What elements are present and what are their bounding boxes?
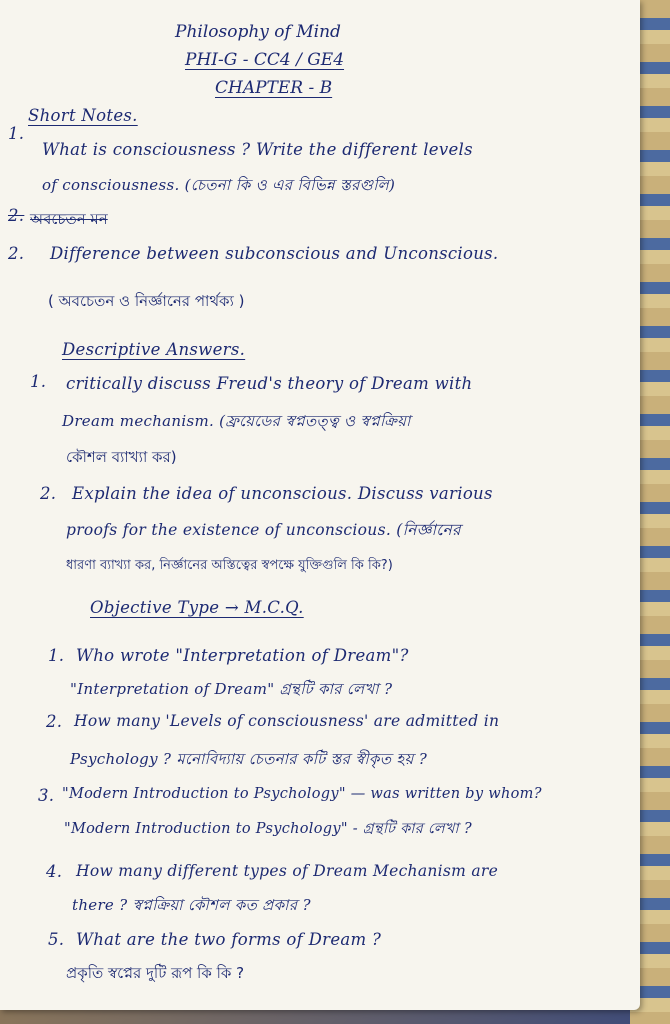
mcq-q5-line2: প্রকৃতি স্বপ্নের দুটি রূপ কি কি ? bbox=[66, 964, 245, 982]
mcq-q2-number: 2. bbox=[46, 712, 63, 731]
mcq-q4-line1: How many different types of Dream Mechanism are bbox=[76, 862, 499, 880]
short-notes-heading: Short Notes. bbox=[28, 106, 138, 125]
sn-q1-line2: of consciousness. (চেতনা কি ও এর বিভিন্ন স্তরগুলি) bbox=[42, 176, 396, 194]
mcq-q4-number: 4. bbox=[46, 862, 63, 881]
struck-item: অবচেতন মন bbox=[30, 210, 108, 228]
sn-q2-line1: Difference between subconscious and Unconscious. bbox=[50, 244, 499, 263]
mcq-q1-line1: Who wrote "Interpretation of Dream"? bbox=[76, 646, 409, 665]
da-q1-number: 1. bbox=[30, 372, 47, 391]
mcq-q3-line1: "Modern Introduction to Psychology" — was written by whom? bbox=[62, 786, 542, 802]
sn-q2-line2: ( অবচেতন ও নির্জ্ঞানের পার্থক্য ) bbox=[48, 292, 245, 310]
descriptive-heading: Descriptive Answers. bbox=[62, 340, 246, 359]
mcq-q5-number: 5. bbox=[48, 930, 65, 949]
chapter-title: CHAPTER - B bbox=[215, 78, 333, 98]
mcq-q5-line1: What are the two forms of Dream ? bbox=[76, 930, 382, 949]
da-q2-line2: proofs for the existence of unconscious. (নির্জ্ঞানের bbox=[66, 521, 461, 539]
mcq-q1-line2: "Interpretation of Dream" গ্রন্থটি কার লেখা ? bbox=[70, 680, 393, 698]
mcq-q3-line2: "Modern Introduction to Psychology" - গ্রন্থটি কার লেখা ? bbox=[64, 821, 472, 837]
struck-number: 2. bbox=[8, 206, 25, 225]
da-q2-line1: Explain the idea of unconscious. Discuss various bbox=[72, 484, 493, 503]
sn-q1-number: 1. bbox=[8, 124, 25, 143]
course-code: PHI-G - CC4 / GE4 bbox=[185, 50, 345, 70]
sn-q2-number: 2. bbox=[8, 244, 25, 263]
mcq-q4-line2: there ? স্বপ্নক্রিয়া কৌশল কত প্রকার ? bbox=[72, 896, 311, 914]
da-q2-line3: ধারণা ব্যাখ্যা কর, নির্জ্ঞানের অস্তিত্বের স্বপক্ষে যুক্তিগুলি কি কি?) bbox=[66, 558, 393, 573]
mcq-q3-number: 3. bbox=[38, 786, 55, 805]
da-q2-number: 2. bbox=[40, 484, 57, 503]
sn-q1-line1: What is consciousness ? Write the different levels bbox=[42, 140, 473, 159]
mcq-q2-line1: How many 'Levels of consciousness' are admitted in bbox=[74, 712, 500, 730]
da-q1-line3: কৌশল ব্যাখ্যা কর) bbox=[66, 448, 177, 466]
mcq-q2-line2: Psychology ? মনোবিদ্যায় চেতনার কটি স্তর স্বীকৃত হয় ? bbox=[70, 750, 428, 768]
objective-heading: Objective Type → M.C.Q. bbox=[90, 598, 304, 617]
da-q1-line1: critically discuss Freud's theory of Dream with bbox=[66, 374, 473, 393]
mcq-q1-number: 1. bbox=[48, 646, 65, 665]
subject-title: Philosophy of Mind bbox=[175, 22, 341, 42]
da-q1-line2: Dream mechanism. (ফ্রয়েডের স্বপ্নতত্ত্ব ও স্বপ্নক্রিয়া bbox=[62, 412, 411, 430]
